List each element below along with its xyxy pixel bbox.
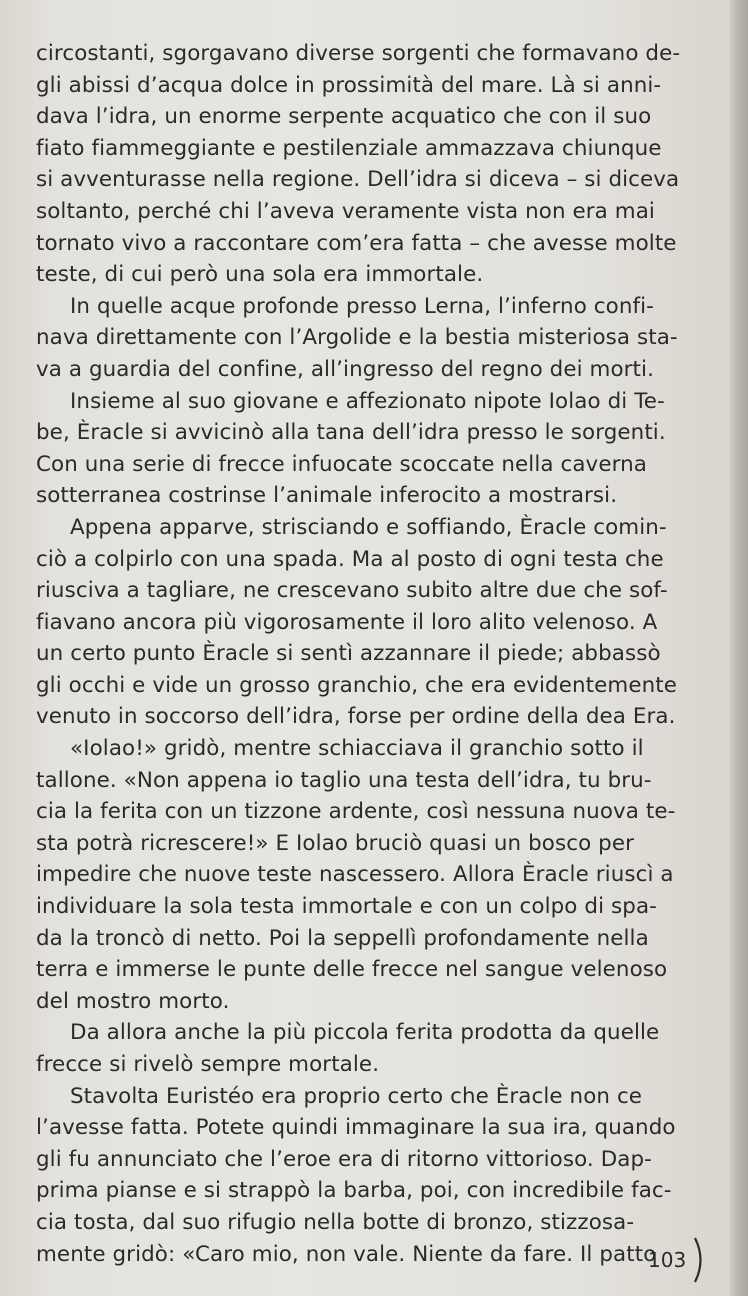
text-line: teste, di cui però una sola era immortale. [36, 262, 484, 288]
text-line: Con una serie di frecce infuocate scoccate nella caverna [36, 451, 647, 477]
page-number: 103 [648, 1248, 687, 1272]
text-line: venuto in soccorso dell’idra, forse per ordine della dea Era. [36, 704, 676, 730]
text-line: fiato fiammeggiante e pestilenziale ammazzava chiunque [36, 135, 662, 161]
text-line: da la troncò di netto. Poi la seppellì profondamente nella [36, 925, 649, 951]
text-line: Insieme al suo giovane e affezionato nipote Iolao di Te- [70, 388, 665, 414]
page-number-bracket [692, 1236, 708, 1284]
text-line: impedire che nuove teste nascessero. Allora Èracle riuscì a [36, 862, 674, 888]
text-line: sotterranea costrinse l’animale inferocito a mostrarsi. [36, 483, 618, 509]
text-line: gli abissi d’acqua dolce in prossimità del mare. Là si anni- [36, 72, 662, 98]
text-line: riusciva a tagliare, ne crescevano subito altre due che sof- [36, 578, 668, 604]
text-line: l’avesse fatta. Potete quindi immaginare la sua ira, quando [36, 1115, 676, 1141]
text-line: va a guardia del confine, all’ingresso del regno dei morti. [36, 356, 654, 382]
body-text [36, 38, 688, 1270]
text-line: dava l’idra, un enorme serpente acquatico che con il suo [36, 104, 652, 130]
text-line: gli fu annunciato che l’eroe era di ritorno vittorioso. Dap- [36, 1146, 652, 1172]
text-line: individuare la sola testa immortale e con un colpo di spa- [36, 894, 657, 920]
text-line: prima pianse e si strappò la barba, poi, con incredibile fac- [36, 1178, 672, 1204]
text-line: cia la ferita con un tizzone ardente, così nessuna nuova te- [36, 799, 676, 825]
text-line: nava direttamente con l’Argolide e la bestia misteriosa sta- [36, 325, 678, 351]
text-line: soltanto, perché chi l’aveva veramente vista non era mai [36, 198, 655, 224]
text-line: Appena apparve, strisciando e soffiando, Èracle comin- [70, 514, 667, 540]
text-line: circostanti, sgorgavano diverse sorgenti che formavano de- [36, 41, 681, 66]
text-line: cia tosta, dal suo rifugio nella botte di bronzo, stizzosa- [36, 1209, 635, 1235]
text-line: tallone. «Non appena io taglio una testa dell’idra, tu bru- [36, 767, 652, 793]
text-line: terra e immerse le punte delle frecce nel sangue velenoso [36, 957, 668, 983]
text-line: be, Èracle si avvicinò alla tana dell’idra presso le sorgenti. [36, 420, 666, 446]
text-line: mente gridò: «Caro mio, non vale. Niente da fare. Il patto [36, 1241, 657, 1267]
text-line: «Iolao!» gridò, mentre schiacciava il granchio sotto il [70, 736, 644, 762]
text-line: sta potrà ricrescere!» E Iolao bruciò quasi un bosco per [36, 830, 634, 856]
text-line: ciò a colpirlo con una spada. Ma al posto di ogni testa che [36, 546, 664, 572]
text-line: del mostro morto. [36, 988, 230, 1014]
text-line: si avventurasse nella regione. Dell’idra si diceva – si diceva [36, 167, 680, 193]
text-line: Da allora anche la più piccola ferita prodotta da quelle [70, 1020, 660, 1046]
text-line: gli occhi e vide un grosso granchio, che era evidentemente [36, 672, 677, 698]
text-line: tornato vivo a raccontare com’era fatta – che avesse molte [36, 230, 677, 256]
text-line: fiavano ancora più vigorosamente il loro alito velenoso. A [36, 609, 658, 635]
text-line: frecce si rivelò sempre mortale. [36, 1052, 380, 1077]
text-line: In quelle acque profonde presso Lerna, l’inferno confi- [70, 293, 654, 319]
text-line: un certo punto Èracle si sentì azzannare il piede; abbassò [36, 641, 661, 667]
text-line: Stavolta Euristéo era proprio certo che Èracle non ce [70, 1083, 643, 1109]
page-edge [730, 0, 748, 1296]
